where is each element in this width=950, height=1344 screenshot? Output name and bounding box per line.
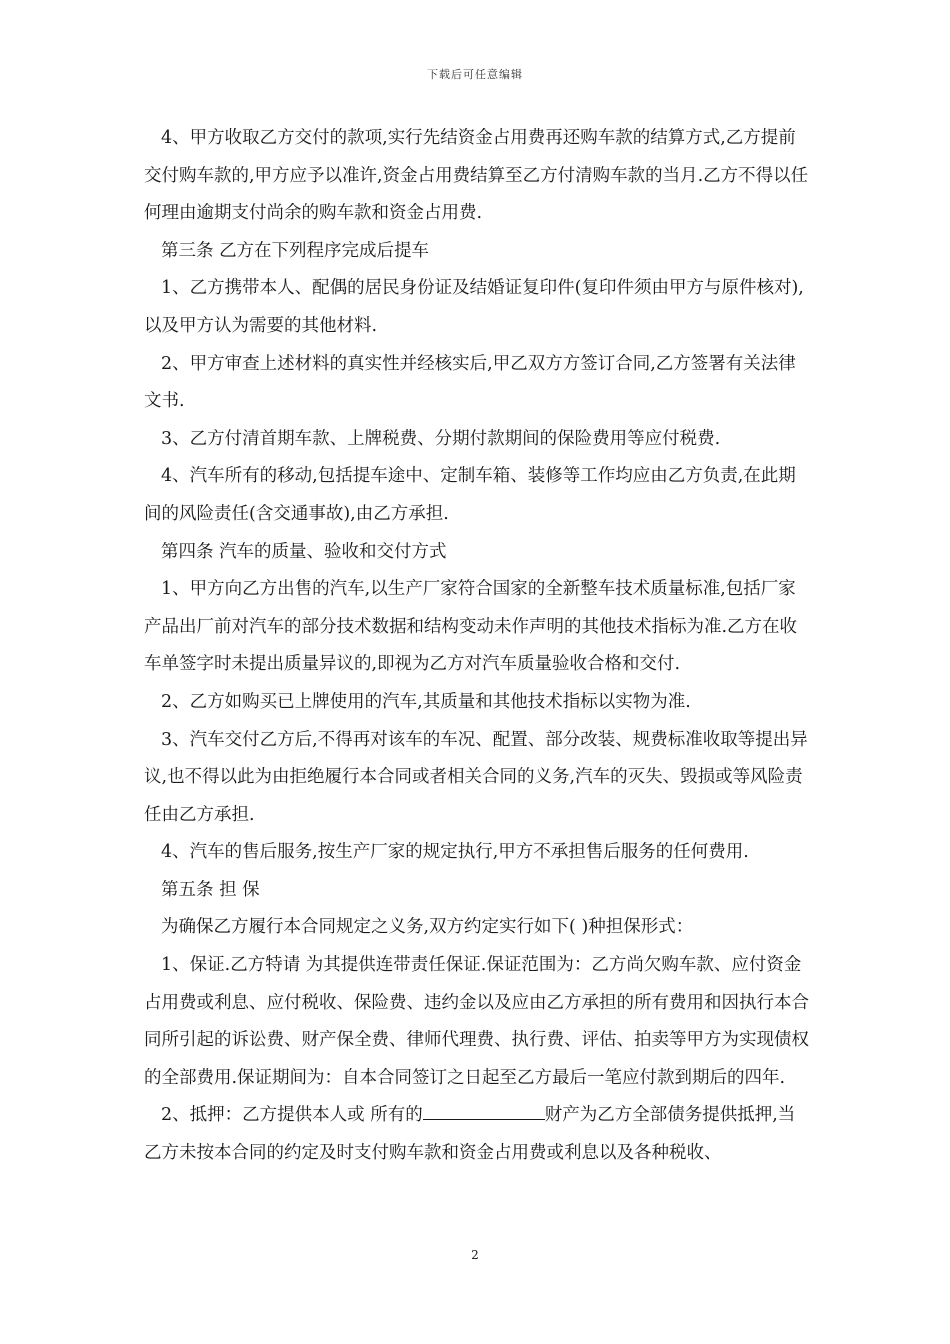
document-body <box>144 120 812 1173</box>
page-header: 下载后可任意编辑 <box>427 68 523 81</box>
page-number: 2 <box>471 1248 479 1262</box>
paragraph-article-5-item-1: 1、保证.乙方特请 为其提供连带责任保证.保证范围为：乙方尚欠购车款、应付资金占用费或利息、应付税收、保险费、违约金以及应由乙方承担的所有费用和因执行本合同所引起的诉讼费、财产保全费、律师代理费、执行费、评估、拍卖等甲方为实现债权的全部费用.保证期间为：自本合同签订之日起至乙方最后一笔应付款到期后的四年. <box>144 955 809 1088</box>
paragraph-payment-settlement: 4、甲方收取乙方交付的款项,实行先结资金占用费再还购车款的结算方式,乙方提前交付购车款的,甲方应予以准许,资金占用费结算至乙方付清购车款的当月.乙方不得以任何理由逾期支付尚余的购车款和资金占用费. <box>144 128 809 224</box>
paragraph-article-4-item-2: 2、乙方如购买已上牌使用的汽车,其质量和其他技术指标以实物为准. <box>161 691 691 712</box>
paragraph-article-5-intro: 为确保乙方履行本合同规定之义务,双方约定实行如下( )种担保形式： <box>161 917 694 938</box>
paragraph-text-after-blank: 财产为乙方全部债务提供抵押,当乙方未按本合同的约定及时支付购车款和资金占用费或利息以及各种税收、 <box>144 1105 796 1164</box>
paragraph-article-4-item-3: 3、汽车交付乙方后,不得再对该车的车况、配置、部分改装、规费标准收取等提出异议,也不得以此为由拒绝履行本合同或者相关合同的义务,汽车的灭失、毁损或等风险责任由乙方承担. <box>144 729 808 825</box>
fill-in-blank <box>423 1101 545 1120</box>
paragraph-text-before-blank: 2、抵押：乙方提供本人或 所有的 <box>161 1105 423 1126</box>
section-heading-article-5: 第五条 担 保 <box>161 879 260 900</box>
section-heading-article-3: 第三条 乙方在下列程序完成后提车 <box>161 240 430 261</box>
paragraph-article-5-item-2 <box>144 1097 812 1172</box>
paragraph-article-4-item-4: 4、汽车的售后服务,按生产厂家的规定执行,甲方不承担售后服务的任何费用. <box>161 842 749 863</box>
paragraph-article-3-item-4: 4、汽车所有的移动,包括提车途中、定制车箱、装修等工作均应由乙方负责,在此期间的风险责任(含交通事故),由乙方承担. <box>144 466 796 524</box>
section-heading-article-4: 第四条 汽车的质量、验收和交付方式 <box>161 541 447 562</box>
paragraph-article-3-item-3: 3、乙方付清首期车款、上牌税费、分期付款期间的保险费用等应付税费. <box>161 428 721 449</box>
paragraph-article-3-item-2: 2、甲方审查上述材料的真实性并经核实后,甲乙双方方签订合同,乙方签署有关法律文书. <box>144 353 796 412</box>
paragraph-article-3-item-1: 1、乙方携带本人、配偶的居民身份证及结婚证复印件(复印件须由甲方与原件核对),以及甲方认为需要的其他材料. <box>144 278 804 336</box>
paragraph-article-4-item-1: 1、甲方向乙方出售的汽车,以生产厂家符合国家的全新整车技术质量标准,包括厂家产品出厂前对汽车的部分技术数据和结构变动未作声明的其他技术指标为准.乙方在收车单签字时未提出质量异议的,即视为乙方对汽车质量验收合格和交付. <box>144 579 798 675</box>
